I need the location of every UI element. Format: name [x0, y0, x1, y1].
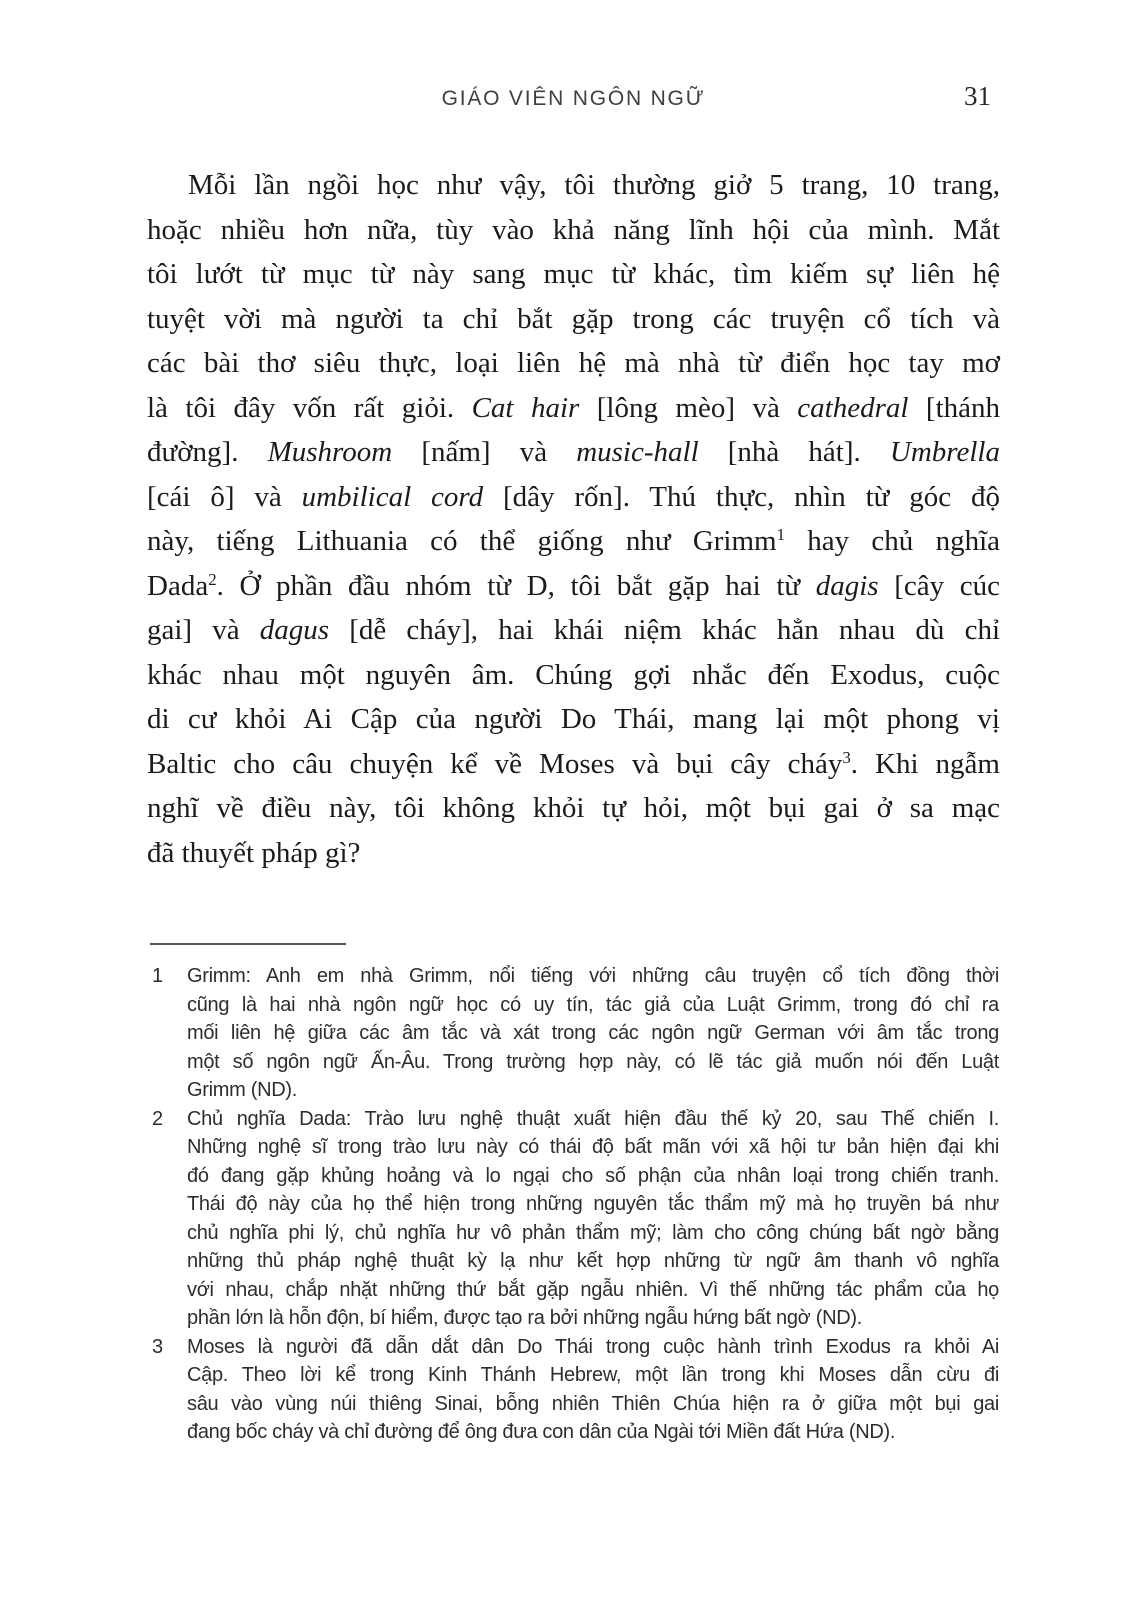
footnote-line: phần lớn là hỗn độn, bí hiểm, được tạo ra bởi những ngẫu hứng bất ngờ (ND).: [187, 1307, 862, 1329]
footnote-line: Grimm: Anh em nhà Grimm, nổi tiếng với những câu truyện cổ tích đồng thời: [187, 965, 999, 987]
footnote-divider: [150, 943, 346, 945]
body-line: Baltic cho câu chuyện kể về Moses và bụi cây cháy$^3$. Khi ngẫm: [147, 747, 1000, 780]
body-line: đường]. Mushroom [nấm] và music-hall [nhà hát]. Umbrella: [147, 436, 1000, 468]
body-line: gai] và dagus [dễ cháy], hai khái niệm khác hẳn nhau dù chỉ: [147, 614, 1000, 646]
body-line: này, tiếng Lithuania có thể giống như Grimm$^1$ hay chủ nghĩa: [147, 524, 1001, 557]
footnote-number: 3: [152, 1335, 163, 1358]
footnote-reference: 2: [208, 569, 217, 589]
page-number: 31: [964, 81, 991, 111]
footnote-text: [187, 1333, 999, 1447]
running-head-title: GIÁO VIÊN NGÔN NGỮ: [441, 87, 706, 110]
footnote-line: mối liên hệ giữa các âm tắc và xát trong các ngôn ngữ German với âm tắc trong: [187, 1022, 999, 1044]
footnote-reference: 1: [776, 524, 786, 544]
body-line: Dada$^2$. Ở phần đầu nhóm từ D, tôi bắt gặp hai từ dagis [cây cúc: [147, 569, 1000, 602]
footnote-line: Chủ nghĩa Dada: Trào lưu nghệ thuật xuất hiện đầu thế kỷ 20, sau Thế chiến I.: [187, 1107, 999, 1130]
footnote-line: một số ngôn ngữ Ấn-Âu. Trong trường hợp này, có lẽ tác giả muốn nói đến Luật: [187, 1050, 999, 1073]
body-line: di cư khỏi Ai Cập của người Do Thái, mang lại một phong vị: [147, 703, 1000, 735]
footnote-number: 1: [152, 965, 163, 987]
footnote-line: Cập. Theo lời kể trong Kinh Thánh Hebrew, một lần trong khi Moses dẫn cừu đi: [187, 1364, 999, 1386]
body-paragraph: [147, 163, 1000, 875]
body-line: tuyệt vời mà người ta chỉ bắt gặp trong các truyện cổ tích và: [147, 302, 1000, 335]
body-line: đã thuyết pháp gì?: [147, 836, 361, 869]
body-line: Mỗi lần ngồi học như vậy, tôi thường giở 5 trang, 10 trang,: [188, 169, 1000, 201]
footnote-line: với nhau, chắp nhặt những thứ bắt gặp ngẫu nhiên. Vì thế những tác phẩm của họ: [187, 1278, 999, 1301]
body-line: các bài thơ siêu thực, loại liên hệ mà nhà từ điển học tay mơ: [147, 347, 1000, 379]
footnote-line: những thủ pháp nghệ thuật kỳ lạ như kết hợp những từ ngữ âm thanh vô nghĩa: [187, 1250, 999, 1272]
footnote-line: chủ nghĩa phi lý, chủ nghĩa hư vô phản thẩm mỹ; làm cho công chúng bất ngờ bằng: [187, 1221, 999, 1244]
footnote: [152, 1333, 999, 1447]
body-line: [cái ô] và umbilical cord [dây rốn]. Thú thực, nhìn từ góc độ: [147, 480, 1000, 513]
body-line: nghĩ về điều này, tôi không khỏi tự hỏi, một bụi gai ở sa mạc: [147, 792, 1000, 824]
footnote-number: 2: [152, 1107, 163, 1130]
body-line: khác nhau một nguyên âm. Chúng gợi nhắc đến Exodus, cuộc: [147, 658, 1000, 691]
footnote-reference: 3: [842, 747, 851, 767]
footnote-line: cũng là hai nhà ngôn ngữ học có uy tín, tác giả của Luật Grimm, trong đó chỉ ra: [187, 993, 999, 1016]
footnote-line: đó đang gặp khủng hoảng và lo ngại cho số phận của nhân loại trong chiến tranh.: [187, 1164, 999, 1187]
footnotes-section: [152, 962, 999, 1447]
footnote-line: Những nghệ sĩ trong trào lưu này có thái độ bất mãn với xã hội tư bản hiện đại khi: [187, 1136, 999, 1158]
body-line: hoặc nhiều hơn nữa, tùy vào khả năng lĩnh hội của mình. Mắt: [147, 213, 1000, 246]
footnote-line: Moses là người đã dẫn dắt dân Do Thái trong cuộc hành trình Exodus ra khỏi Ai: [187, 1335, 999, 1358]
footnote-line: Grimm (ND).: [187, 1079, 298, 1101]
body-line: là tôi đây vốn rất giỏi. Cat hair [lông mèo] và cathedral [thánh: [147, 391, 1000, 424]
footnote-line: sâu vào vùng núi thiêng Sinai, bỗng nhiên Thiên Chúa hiện ra ở giữa một bụi gai: [187, 1392, 999, 1415]
footnote: [152, 1105, 999, 1333]
footnote-text: [187, 962, 999, 1105]
footnote-text: [187, 1105, 999, 1333]
footnote-line: Thái độ này của họ thể hiện trong những nguyên tắc thẩm mỹ mà họ truyền bá như: [187, 1193, 999, 1215]
footnote-line: đang bốc cháy và chỉ đường để ông đưa con dân của Ngài tới Miền đất Hứa (ND).: [187, 1421, 896, 1443]
body-line: tôi lướt từ mục từ này sang mục từ khác, tìm kiếm sự liên hệ: [147, 258, 1000, 290]
footnote: [152, 962, 999, 1105]
